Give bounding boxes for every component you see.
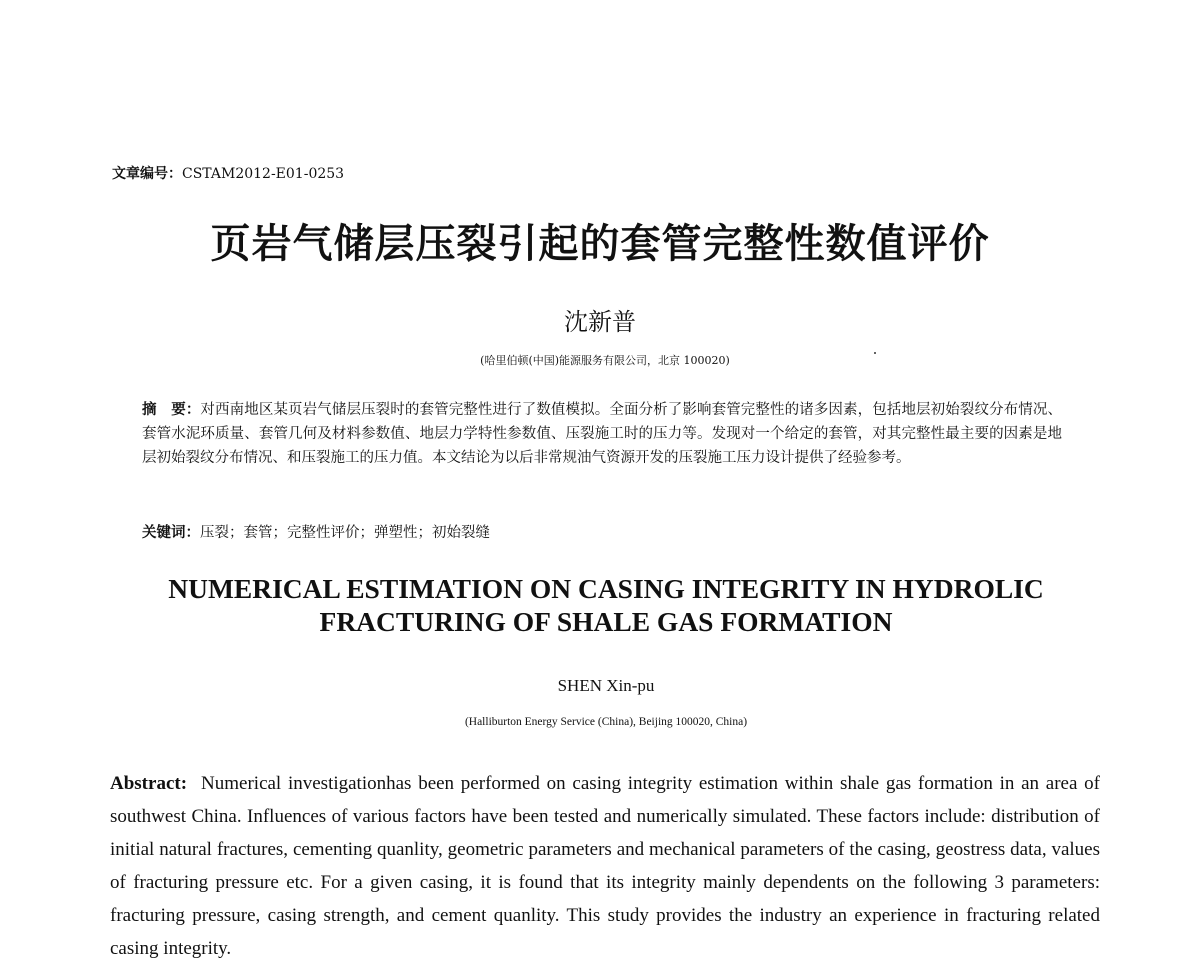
english-title-line-2: FRACTURING OF SHALE GAS FORMATION [319,606,893,637]
chinese-keywords-text: 压裂；套管；完整性评价；弹塑性；初始裂缝 [200,525,490,541]
article-number-label: 文章编号： [112,166,182,182]
chinese-keywords-label: 关键词： [142,524,200,541]
article-number [112,163,344,183]
stray-dot [874,352,876,354]
chinese-abstract-text: 对西南地区某页岩气储层压裂时的套管完整性进行了数值模拟。全面分析了影响套管完整性的诸多因素，包括地层初始裂纹分布情况、套管水泥环质量、套管几何及材料参数值、地层力学特性参数值、压裂施工时的压力等。发现对一个给定的套管，对其完整性最主要的因素是地层初始裂纹分布情况、和压裂施工的压力值。本文结论为以后非常规油气资源开发的压裂施工压力设计提供了经验参考。 [142,402,1062,467]
english-abstract [110,767,1100,965]
english-author: SHEN Xin-pu [557,676,655,695]
chinese-affiliation: (哈里伯顿(中国)能源服务有限公司，北京 100020) [480,354,730,367]
chinese-author: 沈新普 [564,308,636,336]
article-number-value: CSTAM2012-E01-0253 [182,166,345,182]
chinese-keywords [142,521,1062,545]
chinese-abstract [142,398,1062,471]
english-title [0,572,1200,638]
english-title-line-1: NUMERICAL ESTIMATION ON CASING INTEGRITY IN HYDROLIC [168,573,1044,604]
chinese-title: 页岩气储层压裂引起的套管完整性数值评价 [210,221,990,267]
english-affiliation: (Halliburton Energy Service (China), Beijing 100020, China) [464,716,748,728]
chinese-abstract-label: 摘 要： [142,401,201,418]
english-abstract-text: Numerical investigationhas been performed on casing integrity estimation within shale gas formation in an area of southwest China. Influences of various factors have been tested and numerically simulated. These factors include: distribution of initial natural fractures, cementing quanlity, geometric parameters and mechanical parameters of the casing, geostress data, values of fracturing pressure etc. For a given casing, it is found that its integrity mainly dependents on the following 3 parameters: fracturing pressure, casing strength, and cement quanlity. This study provides the industry an experience in fracturing related casing integrity. [110,773,1100,959]
english-abstract-label: Abstract: [110,773,188,794]
